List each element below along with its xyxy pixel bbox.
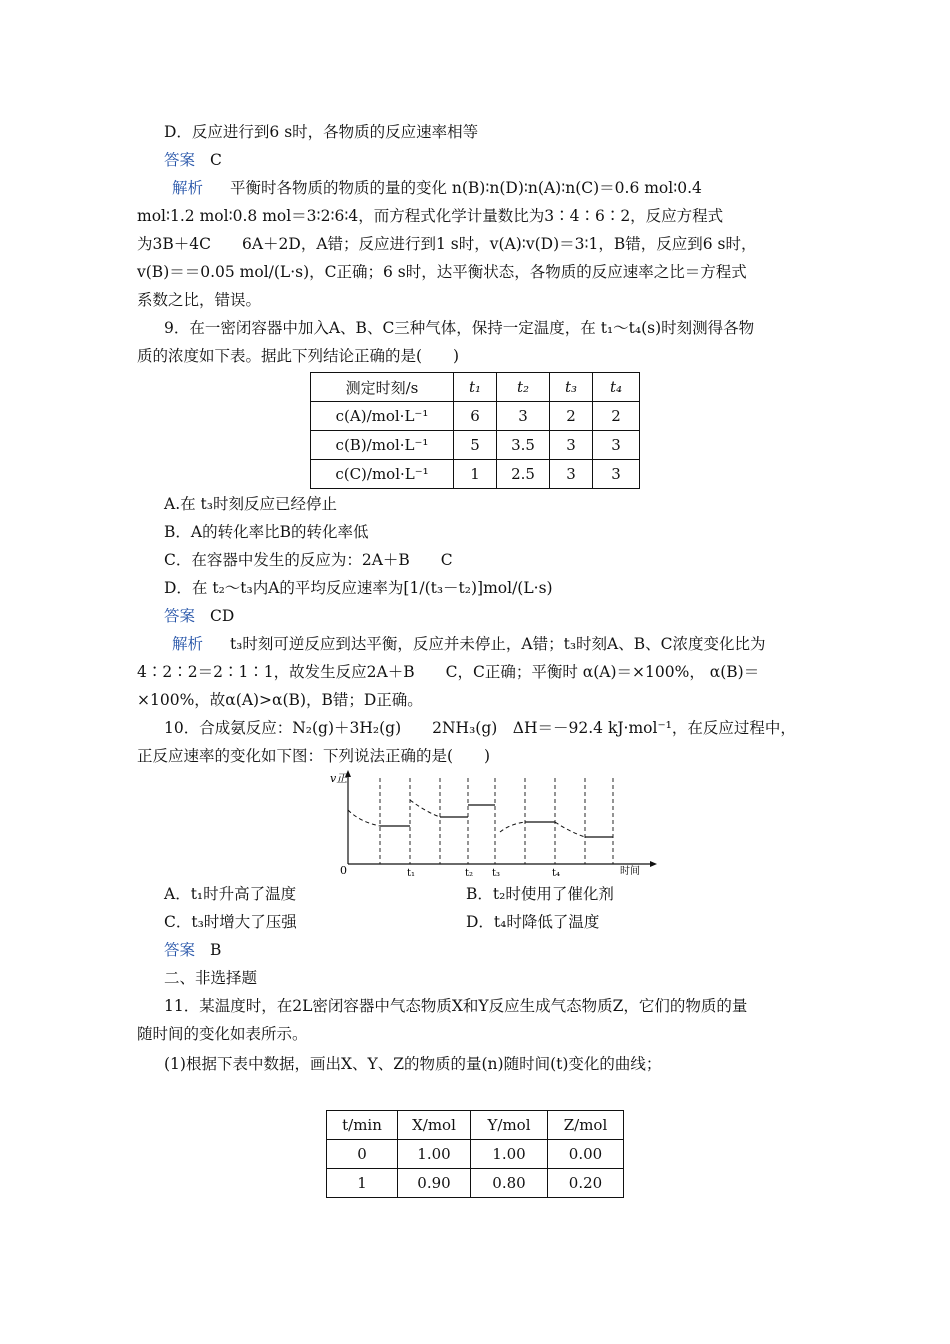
answer-label: 答案 bbox=[164, 607, 196, 625]
table-cell: 0.00 bbox=[548, 1140, 624, 1169]
table-header-cell: 测定时刻/s bbox=[311, 373, 454, 402]
q8-analysis-line1 bbox=[172, 178, 702, 198]
q8-analysis-line2: mol∶1.2 mol∶0.8 mol＝3∶2∶6∶4，而方程式化学计量数比为3∶4∶6∶2，反应方程式 bbox=[137, 207, 724, 225]
answer-label: 答案 bbox=[164, 151, 196, 169]
table-cell: c(A)/mol·L⁻¹ bbox=[311, 402, 454, 431]
q8-analysis-line3: 为3B＋4C 6A＋2D，A错；反应进行到1 s时，v(A)∶v(D)＝3∶1，B错，反应到6 s时， bbox=[137, 235, 757, 253]
rate-curve-t1-t2-dashed bbox=[410, 800, 440, 817]
q8-option-d: D．反应进行到6 s时，各物质的反应速率相等 bbox=[164, 123, 479, 141]
table-cell: 2 bbox=[593, 402, 640, 431]
table-cell: c(C)/mol·L⁻¹ bbox=[311, 460, 454, 489]
x-axis-label: 时间 bbox=[620, 866, 640, 877]
table-header-row bbox=[311, 373, 640, 402]
answer-label: 答案 bbox=[164, 941, 196, 959]
table-row bbox=[311, 402, 640, 431]
q11-stem-line1: 11．某温度时，在2L密闭容器中气态物质X和Y反应生成气态物质Z，它们的物质的量 bbox=[164, 997, 748, 1015]
rate-time-chart bbox=[330, 766, 660, 878]
rate-curve-0-t1-dashed bbox=[348, 810, 380, 826]
analysis-label: 解析 bbox=[172, 179, 204, 197]
table-header-cell: X/mol bbox=[398, 1111, 471, 1140]
table-header-cell: t₃ bbox=[550, 373, 593, 402]
q8-analysis-line4: v(B)＝＝0.05 mol/(L·s)，C正确；6 s时，达平衡状态，各物质的反应速率之比＝方程式 bbox=[137, 263, 747, 281]
q9-option-b: B．A的转化率比B的转化率低 bbox=[164, 523, 369, 541]
answer-value: CD bbox=[209, 607, 235, 625]
table-header-cell: t₁ bbox=[454, 373, 497, 402]
q9-stem-line1: 9．在一密闭容器中加入A、B、C三种气体，保持一定温度，在 t₁～t₄(s)时刻测得各物 bbox=[164, 319, 755, 337]
q10-option-c: C．t₃时增大了压强 bbox=[164, 913, 297, 931]
table-cell: 1 bbox=[454, 460, 497, 489]
analysis-text: t₃时刻可逆反应到达平衡，反应并未停止，A错；t₃时刻A、B、C浓度变化比为 bbox=[229, 635, 766, 653]
table-cell: 1 bbox=[327, 1169, 398, 1198]
q9-stem-line2: 质的浓度如下表。据此下列结论正确的是( ) bbox=[137, 347, 460, 365]
table-cell: c(B)/mol·L⁻¹ bbox=[311, 431, 454, 460]
rate-curve-t4-dashed bbox=[555, 822, 585, 837]
q10-option-a: A．t₁时升高了温度 bbox=[164, 885, 297, 903]
table-row bbox=[311, 431, 640, 460]
x-axis-arrow bbox=[650, 861, 657, 867]
q9-option-a: A.在 t₃时刻反应已经停止 bbox=[164, 495, 337, 513]
table-cell: 0.20 bbox=[548, 1169, 624, 1198]
q11-amount-table bbox=[326, 1110, 624, 1198]
table-header-cell: t₄ bbox=[593, 373, 640, 402]
x-tick-label: t₃ bbox=[492, 868, 501, 878]
y-axis-label: v正 bbox=[330, 772, 348, 785]
table-cell: 1.00 bbox=[471, 1140, 548, 1169]
table-header-cell: Y/mol bbox=[471, 1111, 548, 1140]
q9-analysis-line3: ×100%，故α(A)>α(B)，B错；D正确。 bbox=[137, 691, 423, 709]
table-cell: 5 bbox=[454, 431, 497, 460]
table-header-cell: t/min bbox=[327, 1111, 398, 1140]
table-cell: 3.5 bbox=[497, 431, 550, 460]
table-row bbox=[311, 460, 640, 489]
table-row bbox=[327, 1169, 624, 1198]
q9-concentration-table bbox=[310, 372, 640, 489]
x-tick-label: t₂ bbox=[465, 868, 474, 878]
q10-stem-line2: 正反应速率的变化如下图：下列说法正确的是( ) bbox=[137, 747, 491, 765]
rate-curve-t3-t4-dashed bbox=[500, 822, 525, 832]
table-header-cell: t₂ bbox=[497, 373, 550, 402]
q9-option-d: D．在 t₂～t₃内A的平均反应速率为[1/(t₃－t₂)]mol/(L·s) bbox=[164, 579, 553, 597]
q8-answer bbox=[164, 150, 222, 170]
section-heading: 二、非选择题 bbox=[164, 969, 258, 987]
table-cell: 6 bbox=[454, 402, 497, 431]
q10-option-b: B．t₂时使用了催化剂 bbox=[466, 885, 614, 903]
answer-value: B bbox=[209, 941, 222, 959]
analysis-label: 解析 bbox=[172, 635, 204, 653]
table-cell: 3 bbox=[593, 460, 640, 489]
q9-option-c: C．在容器中发生的反应为：2A＋B C bbox=[164, 551, 453, 569]
q9-analysis-line1 bbox=[172, 634, 765, 654]
q10-option-d: D．t₄时降低了温度 bbox=[466, 913, 600, 931]
table-cell: 0 bbox=[327, 1140, 398, 1169]
origin-label: 0 bbox=[340, 864, 347, 877]
q10-stem-line1: 10．合成氨反应：N₂(g)＋3H₂(g) 2NH₃(g) ΔH＝－92.4 kJ·mol⁻¹，在反应过程中， bbox=[164, 719, 796, 737]
table-row bbox=[327, 1140, 624, 1169]
x-tick-label: t₁ bbox=[407, 868, 416, 878]
table-cell: 0.80 bbox=[471, 1169, 548, 1198]
table-header-cell: Z/mol bbox=[548, 1111, 624, 1140]
table-header-row bbox=[327, 1111, 624, 1140]
q11-sub-question-1: (1)根据下表中数据，画出X、Y、Z的物质的量(n)随时间(t)变化的曲线； bbox=[164, 1055, 662, 1073]
table-cell: 3 bbox=[497, 402, 550, 431]
guide-lines bbox=[380, 778, 613, 864]
answer-value: C bbox=[209, 151, 222, 169]
table-cell: 3 bbox=[550, 460, 593, 489]
q9-analysis-line2: 4∶2∶2＝2∶1∶1，故发生反应2A＋B C，C正确；平衡时 α(A)＝×100%， α(B)＝ bbox=[137, 663, 760, 681]
q9-answer bbox=[164, 606, 234, 626]
table-cell: 2.5 bbox=[497, 460, 550, 489]
q8-analysis-line5: 系数之比，错误。 bbox=[137, 291, 262, 309]
table-cell: 1.00 bbox=[398, 1140, 471, 1169]
table-cell: 3 bbox=[550, 431, 593, 460]
table-cell: 2 bbox=[550, 402, 593, 431]
analysis-text: 平衡时各物质的物质的量的变化 n(B)∶n(D)∶n(A)∶n(C)＝0.6 mol∶0.4 bbox=[229, 179, 702, 197]
q10-answer bbox=[164, 940, 221, 960]
x-tick-label: t₄ bbox=[552, 868, 561, 878]
table-cell: 0.90 bbox=[398, 1169, 471, 1198]
q11-stem-line2: 随时间的变化如表所示。 bbox=[137, 1025, 308, 1043]
table-cell: 3 bbox=[593, 431, 640, 460]
